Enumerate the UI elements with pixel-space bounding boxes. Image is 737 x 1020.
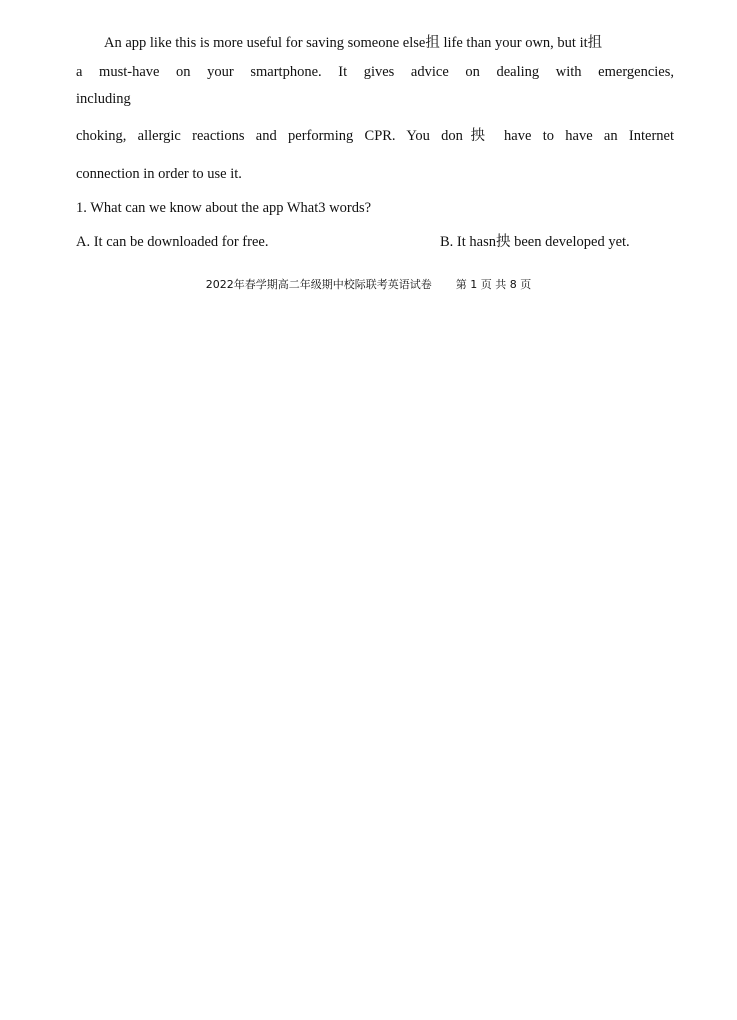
exam-title: 2022年春学期高二年级期中校际联考英语试卷 bbox=[205, 278, 432, 291]
question-stem: 1. What can we know about the app What3 words? bbox=[76, 200, 372, 216]
option-a: A. It can be downloaded for free. bbox=[76, 234, 269, 250]
passage-line-3: including bbox=[76, 91, 131, 107]
page-footer bbox=[0, 277, 737, 293]
passage-line-5: connection in order to use it. bbox=[76, 166, 242, 182]
passage-line-2: a must-have on your smartphone. It gives advice on dealing with emergencies, bbox=[76, 64, 674, 80]
option-b: B. It hasn抰 been developed yet. bbox=[440, 234, 630, 250]
page-number: 第 1 页 共 8 页 bbox=[455, 278, 532, 291]
passage-line-1: An app like this is more useful for saving someone else抯 life than your own, but it抯 bbox=[104, 35, 603, 51]
passage-line-4: choking, allergic reactions and performing CPR. You don抰 have to have an Internet bbox=[76, 128, 674, 144]
